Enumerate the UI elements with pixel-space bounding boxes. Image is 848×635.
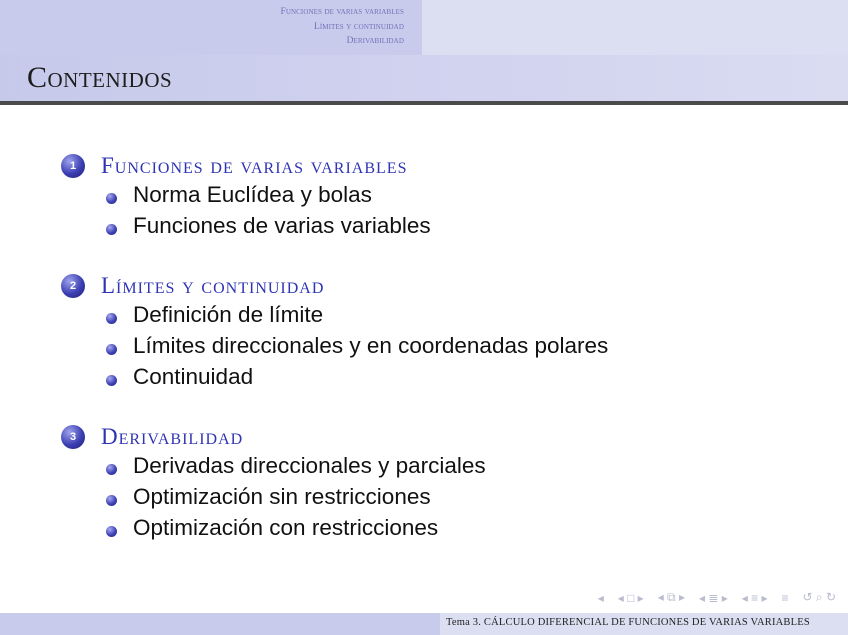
nav-item-limites[interactable]: Límites y continuidad (313, 21, 404, 32)
beamer-navigation-controls (598, 590, 836, 605)
slide-title: Contenidos (27, 61, 173, 94)
toc-section-2 (0, 270, 848, 395)
subsection-item[interactable] (0, 182, 848, 213)
section-title[interactable]: Derivabilidad (101, 424, 244, 449)
nav-first-icon[interactable]: ◂ (597, 590, 604, 605)
nav-subsection-icon[interactable]: ◂ ⧉ ▸ (657, 590, 685, 604)
subsection-item[interactable] (0, 515, 848, 546)
footer-title: Tema 3. CÁLCULO DIFERENCIAL DE FUNCIONES DE VARIAS VARIABLES (446, 617, 810, 628)
bullet-icon (106, 224, 117, 235)
nav-item-derivabilidad[interactable]: Derivabilidad (346, 36, 404, 46)
frame-title-bar (0, 55, 848, 105)
subsection-label[interactable]: Funciones de varias variables (133, 213, 431, 238)
subsection-label[interactable]: Continuidad (133, 364, 254, 389)
bullet-icon (106, 375, 117, 386)
section-number-badge: 3 (61, 425, 85, 449)
section-number-badge: 2 (61, 274, 85, 298)
subsection-label[interactable]: Límites direccionales y en coordenadas polares (133, 333, 609, 358)
toc-section-heading[interactable] (0, 150, 848, 182)
bullet-icon (106, 464, 117, 475)
nav-item-funciones[interactable]: Funciones de varias variables (280, 7, 404, 17)
footer-left-panel (0, 613, 440, 635)
subsection-item[interactable] (0, 453, 848, 484)
subsection-item[interactable] (0, 302, 848, 333)
header-navigation-bar (0, 0, 848, 55)
section-nav-list (280, 5, 404, 49)
subsection-label[interactable]: Optimización con restricciones (133, 515, 439, 540)
subsection-item[interactable] (0, 364, 848, 395)
section-number-badge: 1 (61, 154, 85, 178)
bullet-icon (106, 495, 117, 506)
nav-part-icon[interactable]: ◂ ≡ ▸ (741, 590, 768, 605)
subsection-label[interactable]: Derivadas direccionales y parciales (133, 453, 486, 478)
subsection-label[interactable]: Definición de límite (133, 302, 324, 327)
subsection-label[interactable]: Optimización sin restricciones (133, 484, 431, 509)
nav-frame-icon[interactable]: ◂ □ ▸ (617, 590, 644, 605)
subsection-list (0, 302, 848, 395)
section-nav-panel (0, 0, 422, 55)
toc-section-heading[interactable] (0, 270, 848, 302)
footer-right-panel (440, 613, 848, 635)
toc-section-3 (0, 421, 848, 546)
footer-bar (0, 613, 848, 635)
bullet-icon (106, 313, 117, 324)
subsection-item[interactable] (0, 213, 848, 244)
subsection-list (0, 182, 848, 244)
header-right-panel (422, 0, 848, 55)
toc-section-1 (0, 150, 848, 244)
section-title[interactable]: Funciones de varias variables (101, 153, 408, 178)
nav-align-icon[interactable]: ≡ (781, 590, 789, 605)
bullet-icon (106, 526, 117, 537)
section-title[interactable]: Límites y continuidad (101, 273, 325, 298)
bullet-icon (106, 193, 117, 204)
nav-section-icon[interactable]: ◂ ≣ ▸ (698, 590, 728, 605)
bullet-icon (106, 344, 117, 355)
subsection-item[interactable] (0, 333, 848, 364)
subsection-label[interactable]: Norma Euclídea y bolas (133, 182, 372, 207)
nav-search-icon[interactable]: ↺ ⌕ ↻ (802, 590, 836, 604)
toc-section-heading[interactable] (0, 421, 848, 453)
table-of-contents (0, 150, 848, 572)
subsection-list (0, 453, 848, 546)
subsection-item[interactable] (0, 484, 848, 515)
